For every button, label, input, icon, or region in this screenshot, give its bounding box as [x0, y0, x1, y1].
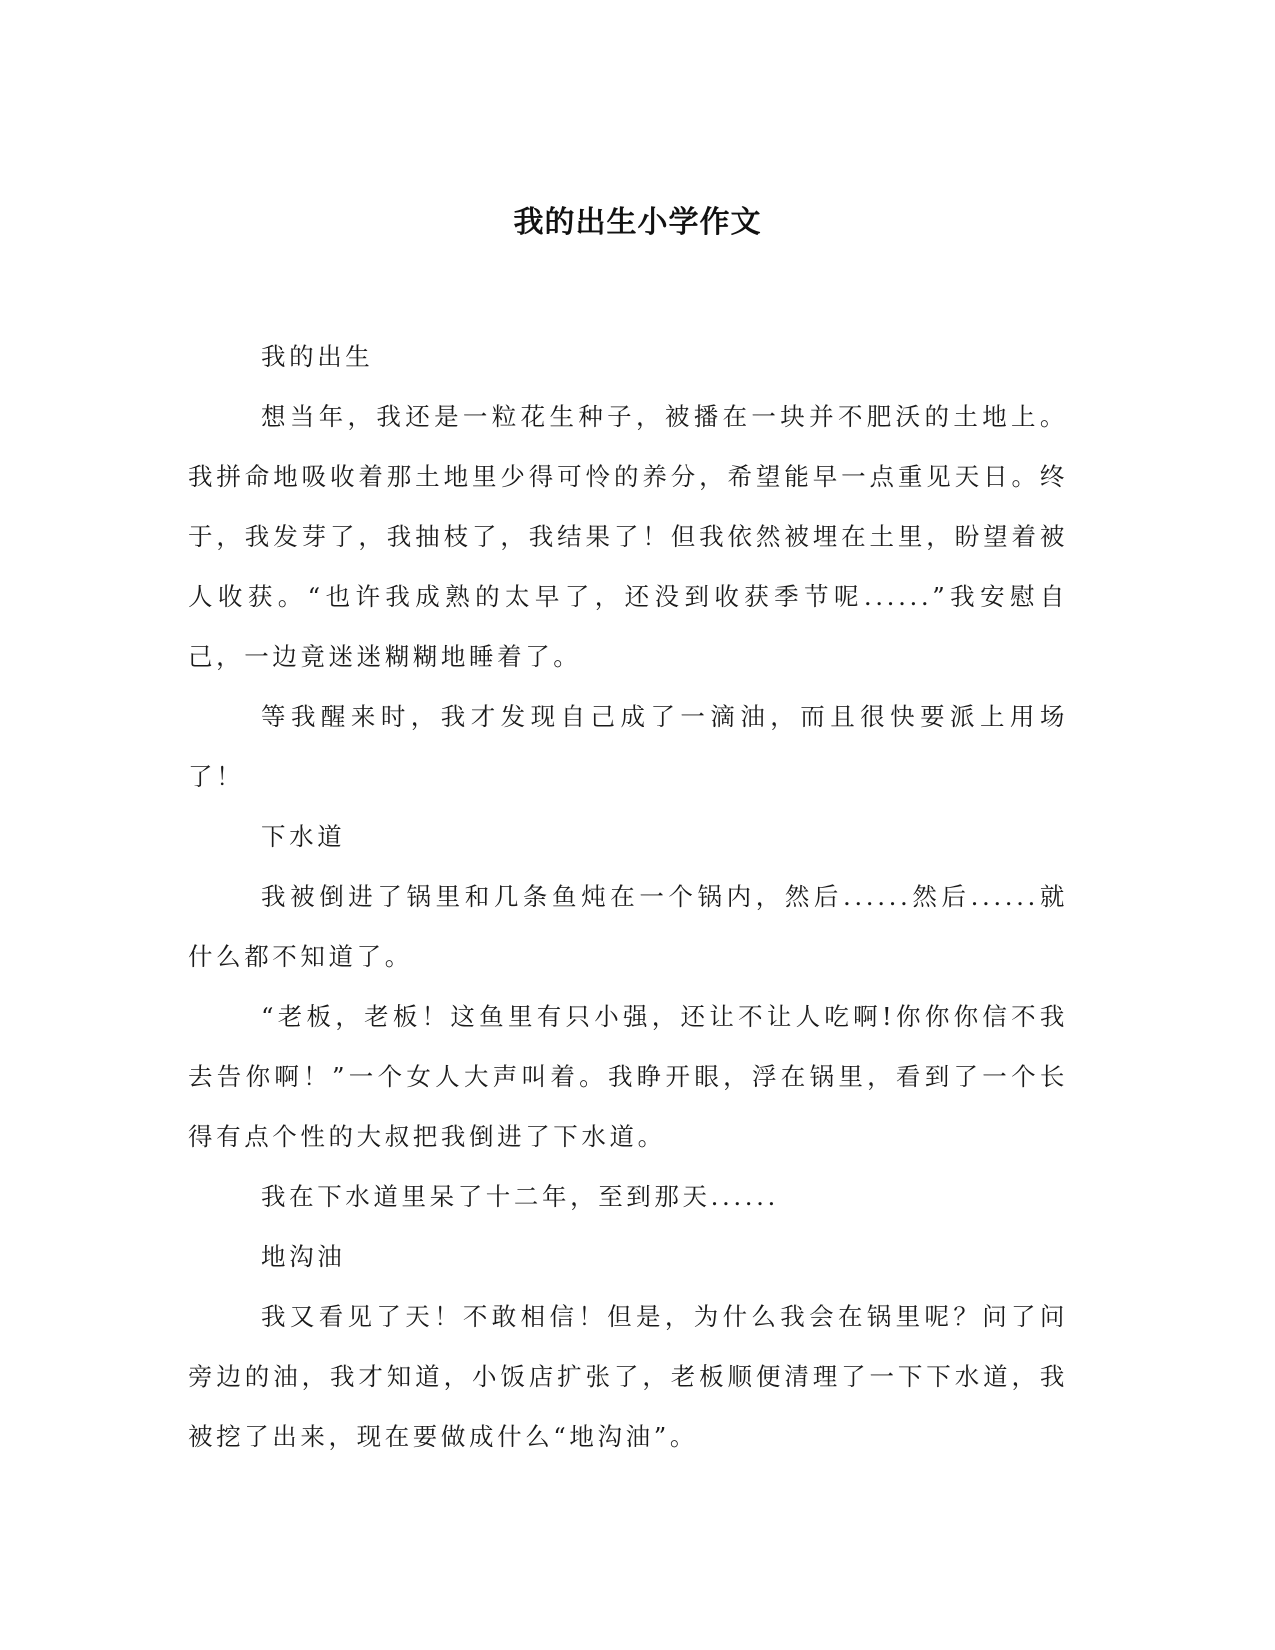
- body-paragraph: 想当年，我还是一粒花生种子，被播在一块并不肥沃的土地上。我拼命地吸收着那土地里少得可怜的养分，希望能早一点重见天日。终于，我发芽了，我抽枝了，我结果了！但我依然被埋在土里，盼望着被人收获。“也许我成熟的太早了，还没到收获季节呢......”我安慰自己，一边竟迷迷糊糊地睡着了。: [188, 402, 1068, 671]
- section-heading-birth: 我的出生: [261, 342, 374, 371]
- body-paragraph: 等我醒来时，我才发现自己成了一滴油，而且很快要派上用场了！: [188, 702, 1068, 791]
- document-title: 我的出生小学作文: [513, 205, 762, 240]
- body-paragraph: 我又看见了天！不敢相信！但是，为什么我会在锅里呢？问了问旁边的油，我才知道，小饭店扩张了，老板顺便清理了一下下水道，我被挖了出来，现在要做成什么“地沟油”。: [188, 1302, 1068, 1451]
- section-heading-gutter-oil: 地沟油: [261, 1242, 346, 1271]
- body-paragraph: 我被倒进了锅里和几条鱼炖在一个锅内，然后......然后......就什么都不知道了。: [188, 882, 1068, 971]
- section-heading-sewer: 下水道: [261, 822, 346, 851]
- body-paragraph: “老板，老板！这鱼里有只小强，还让不让人吃啊!你你你信不我去告你啊！”一个女人大声叫着。我睁开眼，浮在锅里，看到了一个长得有点个性的大叔把我倒进了下水道。: [188, 1002, 1068, 1151]
- body-paragraph: 我在下水道里呆了十二年，至到那天......: [261, 1182, 779, 1211]
- document-body: [188, 327, 1068, 1467]
